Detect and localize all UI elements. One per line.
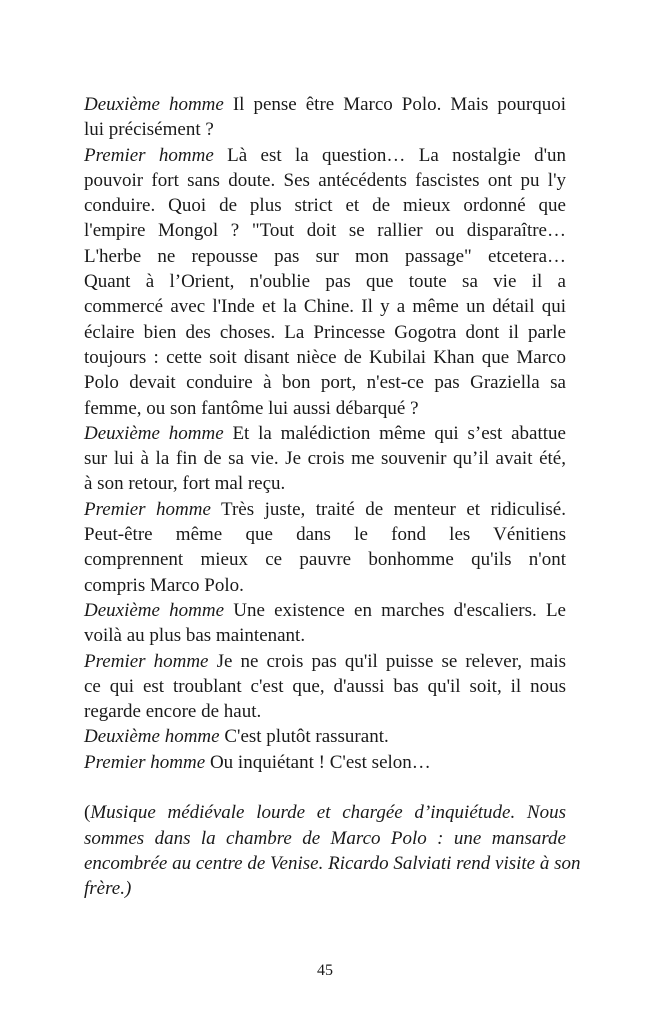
- text-line: [84, 446, 566, 471]
- line-text: Quant à l’Orient, n'oublie pas que toute sa vie il a: [84, 271, 566, 293]
- line-text: L'herbe ne repousse pas sur mon passage" etcetera…: [84, 245, 566, 267]
- line-text: Très juste, traité de menteur et ridiculisé.: [221, 498, 566, 520]
- text-line: [84, 218, 566, 243]
- text-line: [84, 750, 566, 775]
- text-line: [84, 724, 566, 749]
- text-line: [84, 598, 566, 623]
- speech-paragraph: [84, 92, 566, 143]
- line-text: sur lui à la fin de sa vie. Je crois me souvenir qu’il avait été,: [84, 448, 566, 470]
- page-number: 45: [317, 962, 333, 979]
- speaker-name: Premier homme: [84, 751, 206, 773]
- line-text: Je ne crois pas qu'il puisse se relever, mais: [216, 650, 566, 672]
- text-line: [84, 522, 566, 547]
- text-line: [84, 471, 566, 496]
- speaker-name: Deuxième homme: [84, 422, 224, 444]
- text-line: [84, 92, 566, 117]
- speaker-name: Deuxième homme: [84, 94, 224, 115]
- line-text: Une existence en marches d'escaliers. Le: [233, 599, 566, 621]
- text-line: [84, 370, 566, 395]
- text-line: [84, 573, 566, 598]
- text-line: [84, 497, 566, 522]
- speaker-name: Deuxième homme: [84, 599, 225, 621]
- speech-paragraph: [84, 649, 566, 725]
- speech-paragraph: [84, 724, 566, 749]
- text-line: [84, 699, 566, 724]
- speech-paragraph: [84, 598, 566, 649]
- text-line: [84, 421, 566, 446]
- text-line: [84, 649, 566, 674]
- line-text: éclaire bien des choses. La Princesse Gogotra dont il parle: [84, 321, 566, 343]
- line-text: commercé avec l'Inde et la Chine. Il y a même un détail qui: [84, 296, 566, 318]
- text-line: [84, 117, 566, 142]
- text-line: [84, 623, 566, 648]
- stage-direction-text: encombrée au centre de Venise. Ricardo Salviati rend visite à son: [84, 852, 581, 874]
- line-text: pouvoir fort sans doute. Ses antécédents fascistes ont pu l'y: [84, 169, 566, 191]
- line-text: C'est plutôt rassurant.: [224, 726, 389, 748]
- line-text: regarde encore de haut.: [84, 701, 262, 723]
- text-line: [84, 345, 566, 370]
- speech-paragraph: [84, 497, 566, 598]
- text-line: [84, 168, 566, 193]
- speaker-name: Deuxième homme: [84, 726, 220, 748]
- text-line: [84, 547, 566, 572]
- line-text: voilà au plus bas maintenant.: [84, 625, 306, 647]
- stage-direction-text: frère.): [84, 878, 132, 900]
- text-line: [84, 143, 566, 168]
- line-text: Et la malédiction même qui s’est abattue: [232, 422, 566, 444]
- stage-direction-text: sommes dans la chambre de Marco Polo : une mansarde: [84, 827, 566, 849]
- text-line: [84, 851, 581, 876]
- text-line: [84, 876, 566, 901]
- line-text: Là est la question… La nostalgie d'un: [227, 144, 566, 166]
- text-line: [84, 826, 566, 851]
- line-text: l'empire Mongol ? "Tout doit se rallier ou disparaître…: [84, 220, 566, 242]
- text-line: [84, 674, 566, 699]
- blank-line: [84, 775, 566, 800]
- line-text: femme, ou son fantôme lui aussi débarqué ?: [84, 397, 419, 419]
- line-text: Il pense être Marco Polo. Mais pourquoi: [232, 94, 566, 115]
- line-text: ce qui est troublant c'est que, d'aussi bas qu'il soit, il nous: [84, 675, 566, 697]
- line-text: Peut-être même que dans le fond les Vénitiens: [84, 524, 566, 546]
- speaker-name: Premier homme: [84, 650, 209, 672]
- text-line: [84, 244, 566, 269]
- line-text: toujours : cette soit disant nièce de Kubilai Khan que Marco: [84, 346, 566, 368]
- text-line: [84, 269, 566, 294]
- open-paren: (: [84, 802, 91, 824]
- text-line: [84, 193, 566, 218]
- line-text: comprennent mieux ce pauvre bonhomme qu'ils n'ont: [84, 549, 566, 571]
- line-text: lui précisément ?: [84, 119, 214, 141]
- text-line: [84, 396, 566, 421]
- speech-paragraph: [84, 750, 566, 775]
- stage-direction: [84, 800, 581, 901]
- speech-paragraph: [84, 143, 566, 421]
- speaker-name: Premier homme: [84, 144, 214, 166]
- speech-paragraph: [84, 421, 566, 497]
- line-text: Polo devait conduire à bon port, n'est-ce pas Graziella sa: [84, 372, 566, 394]
- line-text: à son retour, fort mal reçu.: [84, 473, 286, 495]
- line-text: conduire. Quoi de plus strict et de mieux ordonné que: [84, 195, 566, 217]
- line-text: Ou inquiétant ! C'est selon…: [209, 751, 431, 773]
- speaker-name: Premier homme: [84, 498, 211, 520]
- page-body: [84, 92, 581, 902]
- text-line: [84, 320, 566, 345]
- stage-direction-text: Musique médiévale lourde et chargée d’inquiétude. Nous: [90, 802, 566, 824]
- text-line: [84, 294, 566, 319]
- line-text: compris Marco Polo.: [84, 574, 244, 596]
- text-line: [84, 800, 566, 825]
